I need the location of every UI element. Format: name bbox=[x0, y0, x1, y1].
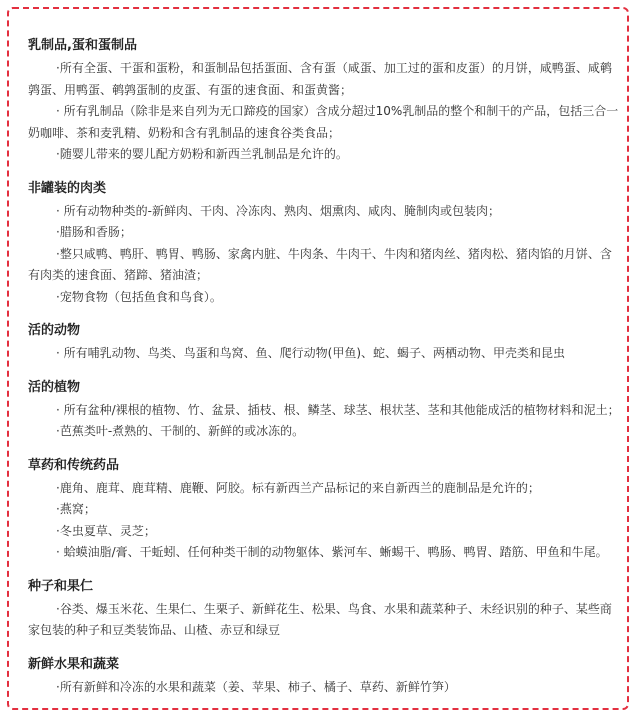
section-fresh-produce bbox=[28, 655, 622, 699]
section-seeds-nuts bbox=[28, 577, 622, 642]
paragraph: · 所有动物种类的-新鲜肉、干肉、冷冻肉、熟肉、烟熏肉、咸肉、腌制肉或包装肉； bbox=[56, 203, 500, 218]
paragraph: ·腊肠和香肠； bbox=[56, 225, 132, 239]
paragraph: ·随婴儿带来的婴儿配方奶粉和新西兰乳制品是允许的。 bbox=[56, 147, 348, 161]
section-live-animals bbox=[28, 321, 622, 365]
section-meat bbox=[28, 179, 622, 309]
paragraph: · 所有乳制品（除非是来自列为无口蹄疫的国家）含成分超过10%乳制品的整个和制干的产品，包括三合一奶咖啡、茶和麦乳精、奶粉和含有乳制品的速食谷类食品； bbox=[28, 104, 619, 140]
paragraph: ·宠物食物（包括鱼食和鸟食）。 bbox=[56, 289, 222, 304]
paragraph: ·冬虫夏草、灵芝； bbox=[56, 523, 156, 538]
section-heading: 非罐装的肉类 bbox=[28, 180, 107, 196]
section-dairy-eggs bbox=[28, 36, 622, 166]
section-heading: 活的动物 bbox=[28, 323, 81, 338]
paragraph: ·鹿角、鹿茸、鹿茸精、鹿鞭、阿胶。标有新西兰产品标记的来自新西兰的鹿制品是允许的； bbox=[56, 480, 540, 495]
section-heading: 活的植物 bbox=[28, 379, 81, 395]
paragraph: · 所有哺乳动物、鸟类、鸟蛋和鸟窝、鱼、爬行动物(甲鱼)、蛇、蝎子、两栖动物、甲壳类和昆虫 bbox=[56, 346, 565, 360]
section-heading: 新鲜水果和蔬菜 bbox=[28, 656, 120, 672]
paragraph: · 蛤蟆油脂/膏、干蚯蚓、任何种类干制的动物躯体、紫河车、蜥蜴干、鸭肠、鸭胃、踏筋、甲鱼和牛尾。 bbox=[56, 545, 608, 559]
section-live-plants bbox=[28, 378, 622, 443]
prohibited-items-list bbox=[28, 36, 622, 711]
paragraph: ·芭蕉类叶-煮熟的、干制的、新鲜的或冰冻的。 bbox=[56, 424, 305, 438]
section-heading: 乳制品,蛋和蛋制品 bbox=[28, 38, 137, 53]
paragraph: · 所有盆种/裸根的植物、竹、盆景、插枝、根、鳞茎、球茎、根状茎、茎和其他能成活的植物材料和泥土； bbox=[56, 402, 620, 417]
paragraph: ·所有全蛋、干蛋和蛋粉，和蛋制品包括蛋面、含有蛋（咸蛋、加工过的蛋和皮蛋）的月饼，咸鸭蛋、咸鹌鹑蛋、用鸭蛋、鹌鹑蛋制的皮蛋、有蛋的速食面、和蛋黄酱； bbox=[28, 61, 612, 97]
paragraph: ·谷类、爆玉米花、生果仁、生栗子、新鲜花生、松果、鸟食、水果和蔬菜种子、未经识别的种子、某些商家包装的种子和豆类装饰品、山楂、赤豆和绿豆 bbox=[28, 601, 612, 637]
paragraph: ·燕窝； bbox=[56, 502, 96, 516]
paragraph: ·整只咸鸭、鸭肝、鸭胃、鸭肠、家禽内脏、牛肉条、牛肉干、牛肉和猪肉丝、猪肉松、猪肉馅的月饼、含有肉类的速食面、猪蹄、猪油渣； bbox=[28, 246, 612, 282]
paragraph: ·所有新鲜和冷冻的水果和蔬菜（姜、苹果、柿子、橘子、草药、新鲜竹笋） bbox=[56, 679, 456, 694]
section-heading: 草药和传统药品 bbox=[28, 457, 120, 473]
section-herbal-medicine bbox=[28, 456, 622, 564]
section-heading: 种子和果仁 bbox=[28, 578, 94, 594]
